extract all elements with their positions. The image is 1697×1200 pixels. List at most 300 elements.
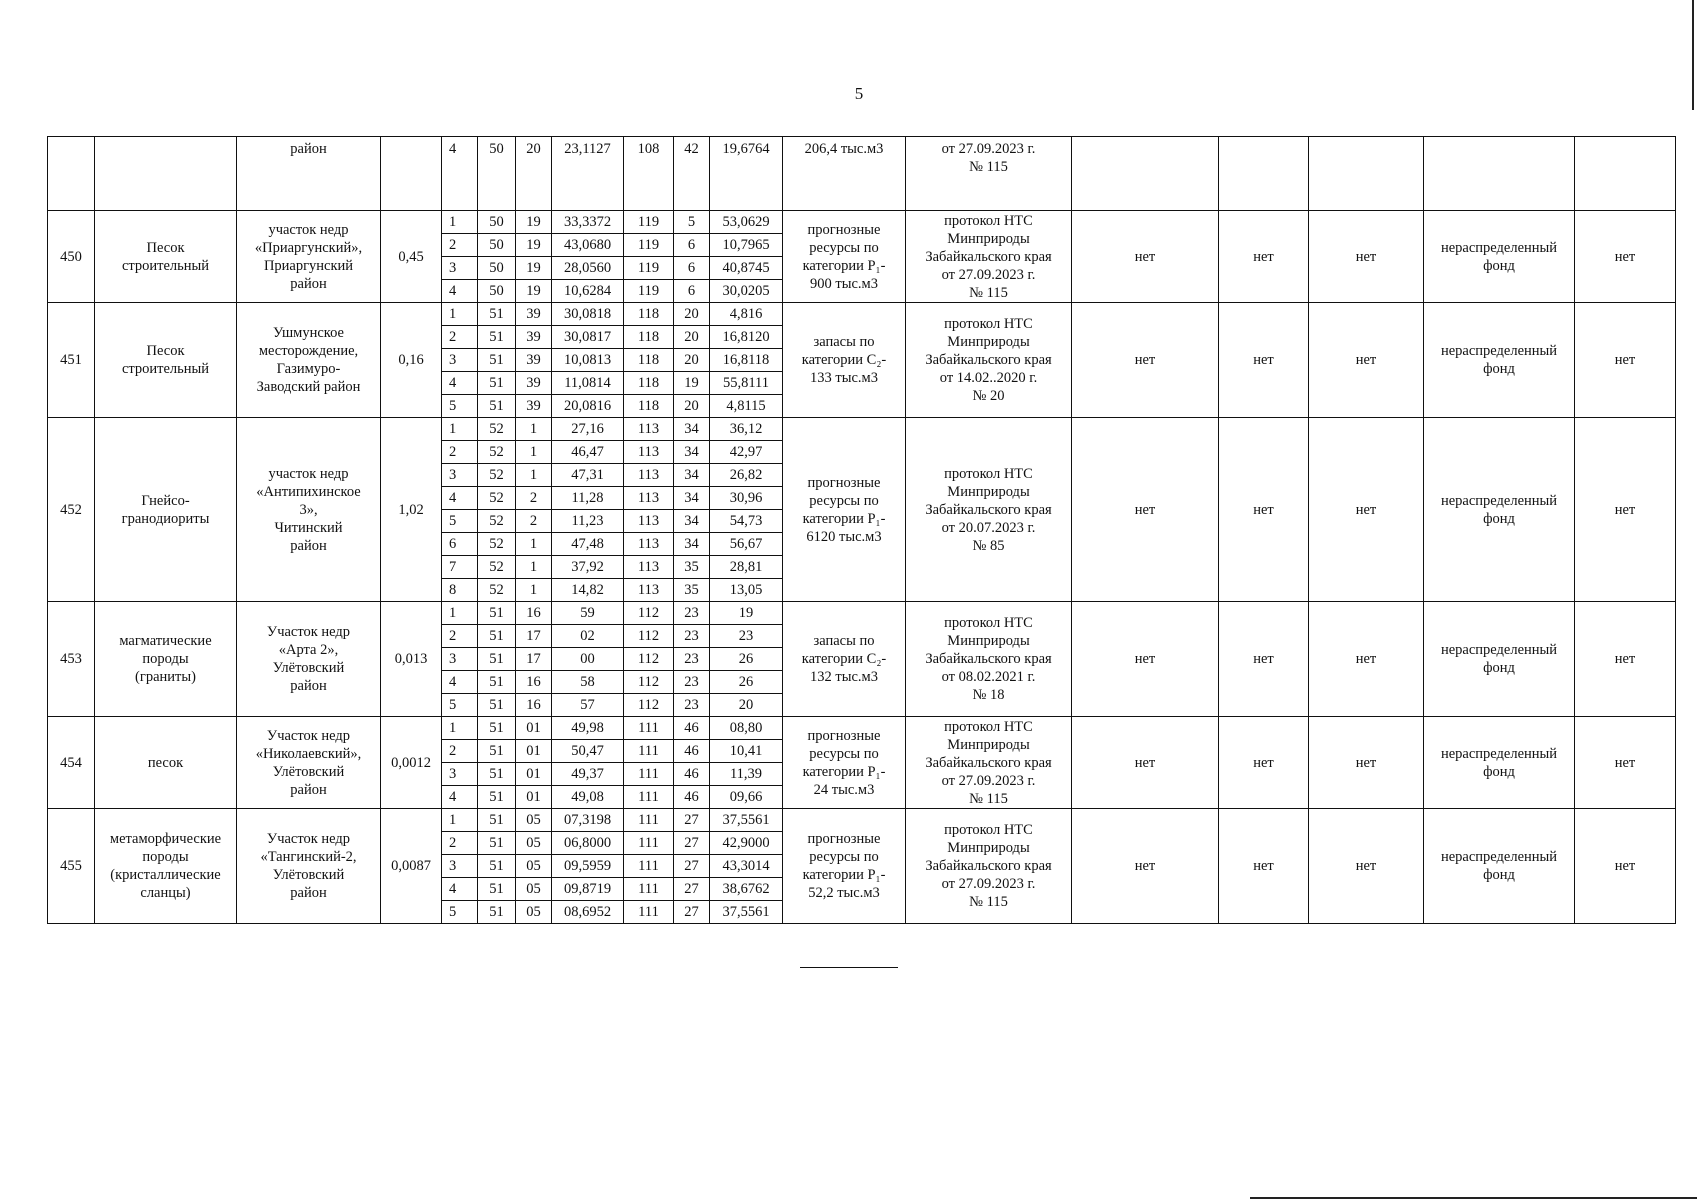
cell-resources: прогнозные ресурсы по категории Р₁- 52,2 тыс.м3 <box>783 809 906 924</box>
cell-col-2: нет <box>1219 809 1309 924</box>
footnote-separator <box>800 967 898 968</box>
cell-location: Участок недр «Тангинский-2, Улётовский район <box>237 809 381 924</box>
cell-lon-deg: 113 <box>624 556 674 579</box>
cell-lon-deg: 118 <box>624 303 674 326</box>
cell-lon-sec: 26,82 <box>710 464 783 487</box>
cell-lat-deg: 50 <box>478 257 516 280</box>
cell-lon-min: 34 <box>674 510 710 533</box>
cell-id: 454 <box>48 717 95 809</box>
cell-lat-min: 01 <box>516 740 552 763</box>
cell-lon-min: 20 <box>674 349 710 372</box>
cell-col-1: нет <box>1072 211 1219 303</box>
cell-lat-sec: 00 <box>552 648 624 671</box>
cell-lat-sec: 08,6952 <box>552 901 624 924</box>
cell-area: 0,16 <box>381 303 442 418</box>
cell-lon-min: 46 <box>674 717 710 740</box>
cell-lat-min: 19 <box>516 257 552 280</box>
cell-lon-deg: 119 <box>624 257 674 280</box>
cell-lon-deg: 113 <box>624 487 674 510</box>
cell-col-3: нет <box>1309 602 1424 717</box>
cell-point-number: 1 <box>442 418 478 441</box>
cell-lon-deg: 113 <box>624 441 674 464</box>
cell-point-number: 4 <box>442 786 478 809</box>
cell-point-number: 2 <box>442 326 478 349</box>
table-row <box>48 717 1676 740</box>
cell-point-number: 3 <box>442 349 478 372</box>
cell-point-number: 4 <box>442 487 478 510</box>
cell-lat-deg: 50 <box>478 211 516 234</box>
cell-location: участок недр «Приаргунский», Приаргунский район <box>237 211 381 303</box>
cell-point-number: 4 <box>442 878 478 901</box>
cell-lat-deg: 52 <box>478 487 516 510</box>
cell-lon-sec: 23 <box>710 625 783 648</box>
cell-protocol: протокол НТС Минприроды Забайкальского края от 20.07.2023 г. № 85 <box>906 418 1072 602</box>
cell-lon-min: 27 <box>674 832 710 855</box>
cell-lat-sec: 20,0816 <box>552 395 624 418</box>
cell-lat-min: 19 <box>516 211 552 234</box>
cell-lat-sec: 30,0818 <box>552 303 624 326</box>
cell-mineral: Песок строительный <box>95 211 237 303</box>
cell-lat-min: 1 <box>516 418 552 441</box>
cell-lat-sec: 06,8000 <box>552 832 624 855</box>
cell-lon-deg: 111 <box>624 786 674 809</box>
cell-lat-min: 1 <box>516 579 552 602</box>
cell-lon-deg: 111 <box>624 740 674 763</box>
cell-lon-deg: 112 <box>624 648 674 671</box>
subsoil-plots-table <box>47 136 1676 924</box>
cell-lat-sec: 47,48 <box>552 533 624 556</box>
cell-lat-deg: 51 <box>478 855 516 878</box>
cell-lat-min: 39 <box>516 303 552 326</box>
cell-lat-min: 16 <box>516 694 552 717</box>
cell-lon-min: 34 <box>674 464 710 487</box>
cell-area: 0,45 <box>381 211 442 303</box>
cell-protocol: от 27.09.2023 г. № 115 <box>906 137 1072 211</box>
cell-col-1: нет <box>1072 418 1219 602</box>
cell-lat-sec: 47,31 <box>552 464 624 487</box>
cell-point-number: 3 <box>442 464 478 487</box>
cell-lat-min: 01 <box>516 717 552 740</box>
cell-lat-sec: 07,3198 <box>552 809 624 832</box>
cell-lon-deg: 111 <box>624 855 674 878</box>
cell-lon-sec: 55,8111 <box>710 372 783 395</box>
cell-id <box>48 137 95 211</box>
cell-area: 0,0087 <box>381 809 442 924</box>
cell-point-number: 3 <box>442 648 478 671</box>
table-row <box>48 809 1676 832</box>
cell-lat-min: 1 <box>516 441 552 464</box>
cell-lat-sec: 59 <box>552 602 624 625</box>
cell-lon-sec: 37,5561 <box>710 901 783 924</box>
cell-lon-deg: 118 <box>624 349 674 372</box>
cell-lat-min: 39 <box>516 395 552 418</box>
cell-protocol: протокол НТС Минприроды Забайкальского края от 14.02..2020 г. № 20 <box>906 303 1072 418</box>
cell-fund: нераспределенный фонд <box>1424 303 1575 418</box>
cell-lat-sec: 14,82 <box>552 579 624 602</box>
cell-lon-min: 20 <box>674 395 710 418</box>
cell-point-number: 8 <box>442 579 478 602</box>
cell-lon-sec: 42,9000 <box>710 832 783 855</box>
cell-lat-deg: 51 <box>478 878 516 901</box>
cell-lat-deg: 50 <box>478 280 516 303</box>
cell-lat-deg: 51 <box>478 326 516 349</box>
cell-point-number: 5 <box>442 395 478 418</box>
cell-lat-sec: 27,16 <box>552 418 624 441</box>
cell-lat-min: 1 <box>516 464 552 487</box>
cell-location: Участок недр «Николаевский», Улётовский район <box>237 717 381 809</box>
cell-lon-deg: 113 <box>624 510 674 533</box>
cell-lat-min: 20 <box>516 137 552 211</box>
cell-col-1: нет <box>1072 602 1219 717</box>
cell-lat-min: 01 <box>516 786 552 809</box>
cell-lat-min: 19 <box>516 234 552 257</box>
cell-lat-min: 16 <box>516 602 552 625</box>
cell-lat-min: 05 <box>516 878 552 901</box>
cell-lat-min: 39 <box>516 349 552 372</box>
cell-lat-sec: 58 <box>552 671 624 694</box>
cell-resources: прогнозные ресурсы по категории Р₁- 900 тыс.м3 <box>783 211 906 303</box>
cell-lon-sec: 38,6762 <box>710 878 783 901</box>
cell-col-2: нет <box>1219 211 1309 303</box>
cell-lat-deg: 52 <box>478 418 516 441</box>
cell-mineral: магматические породы (граниты) <box>95 602 237 717</box>
cell-lon-min: 46 <box>674 786 710 809</box>
cell-lon-sec: 56,67 <box>710 533 783 556</box>
cell-lon-sec: 20 <box>710 694 783 717</box>
cell-location: участок недр «Антипихинское 3», Читинский район <box>237 418 381 602</box>
cell-lat-min: 39 <box>516 326 552 349</box>
cell-lat-deg: 51 <box>478 763 516 786</box>
cell-lon-deg: 113 <box>624 579 674 602</box>
cell-point-number: 3 <box>442 257 478 280</box>
continuation-row <box>48 137 1676 211</box>
cell-lat-sec: 49,37 <box>552 763 624 786</box>
cell-fund <box>1424 137 1575 211</box>
cell-col-3: нет <box>1309 303 1424 418</box>
cell-protocol: протокол НТС Минприроды Забайкальского края от 27.09.2023 г. № 115 <box>906 211 1072 303</box>
cell-lat-deg: 50 <box>478 137 516 211</box>
cell-lat-min: 05 <box>516 901 552 924</box>
table-row <box>48 211 1676 234</box>
cell-point-number: 2 <box>442 625 478 648</box>
cell-lat-deg: 51 <box>478 648 516 671</box>
cell-lat-sec: 23,1127 <box>552 137 624 211</box>
cell-lat-deg: 51 <box>478 349 516 372</box>
cell-point-number: 1 <box>442 717 478 740</box>
cell-lat-deg: 52 <box>478 441 516 464</box>
cell-point-number: 2 <box>442 441 478 464</box>
cell-point-number: 4 <box>442 280 478 303</box>
cell-area: 0,013 <box>381 602 442 717</box>
cell-lon-min: 27 <box>674 809 710 832</box>
cell-lon-min: 46 <box>674 740 710 763</box>
cell-lat-sec: 09,8719 <box>552 878 624 901</box>
cell-id: 452 <box>48 418 95 602</box>
cell-point-number: 2 <box>442 832 478 855</box>
cell-last: нет <box>1575 717 1676 809</box>
cell-col-3 <box>1309 137 1424 211</box>
cell-lat-sec: 09,5959 <box>552 855 624 878</box>
cell-fund: нераспределенный фонд <box>1424 717 1575 809</box>
cell-lon-sec: 16,8118 <box>710 349 783 372</box>
cell-last: нет <box>1575 602 1676 717</box>
cell-mineral: Гнейсо- гранодиориты <box>95 418 237 602</box>
cell-col-3: нет <box>1309 717 1424 809</box>
cell-lat-deg: 51 <box>478 372 516 395</box>
cell-last: нет <box>1575 809 1676 924</box>
cell-lon-sec: 26 <box>710 648 783 671</box>
cell-lat-sec: 11,0814 <box>552 372 624 395</box>
cell-lon-deg: 112 <box>624 602 674 625</box>
cell-lat-sec: 43,0680 <box>552 234 624 257</box>
cell-lon-sec: 09,66 <box>710 786 783 809</box>
cell-lon-deg: 112 <box>624 671 674 694</box>
cell-protocol: протокол НТС Минприроды Забайкальского края от 08.02.2021 г. № 18 <box>906 602 1072 717</box>
cell-lat-deg: 52 <box>478 533 516 556</box>
cell-resources: прогнозные ресурсы по категории Р₁- 6120 тыс.м3 <box>783 418 906 602</box>
cell-lon-deg: 113 <box>624 464 674 487</box>
cell-lat-deg: 50 <box>478 234 516 257</box>
cell-col-1: нет <box>1072 809 1219 924</box>
cell-lat-sec: 10,0813 <box>552 349 624 372</box>
cell-lat-sec: 37,92 <box>552 556 624 579</box>
cell-mineral <box>95 137 237 211</box>
table-row <box>48 418 1676 441</box>
cell-lon-min: 6 <box>674 257 710 280</box>
cell-lon-sec: 42,97 <box>710 441 783 464</box>
cell-lon-deg: 119 <box>624 211 674 234</box>
table-row <box>48 602 1676 625</box>
cell-fund: нераспределенный фонд <box>1424 602 1575 717</box>
cell-lon-deg: 113 <box>624 418 674 441</box>
cell-lat-min: 05 <box>516 809 552 832</box>
cell-lon-sec: 43,3014 <box>710 855 783 878</box>
cell-lon-min: 6 <box>674 280 710 303</box>
cell-lon-deg: 119 <box>624 280 674 303</box>
cell-point-number: 1 <box>442 809 478 832</box>
cell-col-3: нет <box>1309 418 1424 602</box>
cell-lat-deg: 51 <box>478 717 516 740</box>
cell-lat-deg: 51 <box>478 395 516 418</box>
cell-point-number: 4 <box>442 671 478 694</box>
cell-lon-sec: 40,8745 <box>710 257 783 280</box>
cell-lon-min: 20 <box>674 326 710 349</box>
cell-lat-deg: 52 <box>478 510 516 533</box>
cell-area <box>381 137 442 211</box>
cell-lon-sec: 16,8120 <box>710 326 783 349</box>
cell-lat-deg: 51 <box>478 303 516 326</box>
cell-area: 0,0012 <box>381 717 442 809</box>
cell-lon-deg: 111 <box>624 763 674 786</box>
cell-lon-sec: 19,6764 <box>710 137 783 211</box>
cell-lon-min: 35 <box>674 556 710 579</box>
cell-lat-deg: 52 <box>478 579 516 602</box>
cell-last <box>1575 137 1676 211</box>
cell-lat-sec: 30,0817 <box>552 326 624 349</box>
cell-last: нет <box>1575 211 1676 303</box>
cell-resources: прогнозные ресурсы по категории Р₁- 24 тыс.м3 <box>783 717 906 809</box>
cell-location: район <box>237 137 381 211</box>
cell-lon-min: 34 <box>674 441 710 464</box>
cell-lat-deg: 51 <box>478 694 516 717</box>
cell-lon-min: 6 <box>674 234 710 257</box>
cell-lon-deg: 111 <box>624 901 674 924</box>
cell-lon-deg: 111 <box>624 809 674 832</box>
cell-lat-sec: 46,47 <box>552 441 624 464</box>
cell-lon-deg: 111 <box>624 832 674 855</box>
cell-area: 1,02 <box>381 418 442 602</box>
cell-lat-min: 1 <box>516 556 552 579</box>
cell-lon-min: 46 <box>674 763 710 786</box>
cell-lon-deg: 112 <box>624 694 674 717</box>
cell-point-number: 2 <box>442 740 478 763</box>
scan-edge-mark <box>1692 0 1694 110</box>
cell-point-number: 1 <box>442 211 478 234</box>
cell-lon-min: 23 <box>674 625 710 648</box>
cell-resources: запасы по категории С₂- 132 тыс.м3 <box>783 602 906 717</box>
cell-col-1 <box>1072 137 1219 211</box>
cell-point-number: 5 <box>442 510 478 533</box>
cell-lon-deg: 118 <box>624 395 674 418</box>
cell-lon-min: 42 <box>674 137 710 211</box>
cell-lon-sec: 10,41 <box>710 740 783 763</box>
cell-mineral: песок <box>95 717 237 809</box>
cell-protocol: протокол НТС Минприроды Забайкальского края от 27.09.2023 г. № 115 <box>906 809 1072 924</box>
cell-col-3: нет <box>1309 211 1424 303</box>
cell-point-number: 6 <box>442 533 478 556</box>
cell-lat-min: 05 <box>516 832 552 855</box>
cell-lon-min: 27 <box>674 901 710 924</box>
cell-location: Участок недр «Арта 2», Улётовский район <box>237 602 381 717</box>
cell-lat-min: 17 <box>516 625 552 648</box>
cell-lat-min: 1 <box>516 533 552 556</box>
cell-lon-deg: 111 <box>624 878 674 901</box>
cell-fund: нераспределенный фонд <box>1424 809 1575 924</box>
cell-lon-min: 27 <box>674 855 710 878</box>
scan-edge-mark <box>1250 1197 1697 1199</box>
cell-point-number: 2 <box>442 234 478 257</box>
cell-id: 453 <box>48 602 95 717</box>
cell-lon-min: 23 <box>674 648 710 671</box>
cell-lat-sec: 33,3372 <box>552 211 624 234</box>
cell-lon-deg: 118 <box>624 326 674 349</box>
cell-lat-min: 19 <box>516 280 552 303</box>
cell-lon-min: 27 <box>674 878 710 901</box>
cell-lat-deg: 52 <box>478 556 516 579</box>
cell-lat-deg: 51 <box>478 901 516 924</box>
cell-location: Ушмунское месторождение, Газимуро- Заводский район <box>237 303 381 418</box>
cell-lon-min: 5 <box>674 211 710 234</box>
cell-col-2: нет <box>1219 303 1309 418</box>
cell-lat-min: 16 <box>516 671 552 694</box>
cell-lon-deg: 118 <box>624 372 674 395</box>
cell-lon-sec: 4,816 <box>710 303 783 326</box>
cell-lat-min: 01 <box>516 763 552 786</box>
cell-protocol: протокол НТС Минприроды Забайкальского края от 27.09.2023 г. № 115 <box>906 717 1072 809</box>
cell-last: нет <box>1575 303 1676 418</box>
cell-lon-min: 34 <box>674 487 710 510</box>
cell-lon-deg: 111 <box>624 717 674 740</box>
cell-lat-deg: 51 <box>478 832 516 855</box>
cell-point-number: 4 <box>442 137 478 211</box>
cell-lat-deg: 52 <box>478 464 516 487</box>
cell-lon-sec: 54,73 <box>710 510 783 533</box>
cell-lat-sec: 02 <box>552 625 624 648</box>
page-number: 5 <box>854 84 864 103</box>
cell-lat-deg: 51 <box>478 786 516 809</box>
cell-fund: нераспределенный фонд <box>1424 211 1575 303</box>
cell-lat-min: 17 <box>516 648 552 671</box>
cell-id: 450 <box>48 211 95 303</box>
cell-lat-min: 05 <box>516 855 552 878</box>
cell-point-number: 3 <box>442 763 478 786</box>
cell-lon-sec: 13,05 <box>710 579 783 602</box>
cell-point-number: 7 <box>442 556 478 579</box>
cell-col-2: нет <box>1219 602 1309 717</box>
cell-lon-sec: 08,80 <box>710 717 783 740</box>
cell-lon-sec: 19 <box>710 602 783 625</box>
cell-resources: запасы по категории С₂- 133 тыс.м3 <box>783 303 906 418</box>
cell-lon-sec: 28,81 <box>710 556 783 579</box>
cell-lon-sec: 4,8115 <box>710 395 783 418</box>
cell-lon-min: 20 <box>674 303 710 326</box>
cell-mineral: метаморфические породы (кристаллические сланцы) <box>95 809 237 924</box>
cell-lat-deg: 51 <box>478 740 516 763</box>
cell-lon-sec: 30,0205 <box>710 280 783 303</box>
cell-col-3: нет <box>1309 809 1424 924</box>
cell-point-number: 4 <box>442 372 478 395</box>
cell-lon-sec: 37,5561 <box>710 809 783 832</box>
cell-col-1: нет <box>1072 717 1219 809</box>
cell-lat-min: 2 <box>516 510 552 533</box>
cell-lat-deg: 51 <box>478 809 516 832</box>
cell-lat-min: 2 <box>516 487 552 510</box>
cell-mineral: Песок строительный <box>95 303 237 418</box>
cell-id: 455 <box>48 809 95 924</box>
cell-col-2 <box>1219 137 1309 211</box>
cell-lat-deg: 51 <box>478 602 516 625</box>
cell-lat-sec: 49,08 <box>552 786 624 809</box>
cell-lat-deg: 51 <box>478 625 516 648</box>
cell-fund: нераспределенный фонд <box>1424 418 1575 602</box>
cell-lat-sec: 50,47 <box>552 740 624 763</box>
cell-point-number: 5 <box>442 901 478 924</box>
cell-point-number: 1 <box>442 303 478 326</box>
cell-lon-sec: 26 <box>710 671 783 694</box>
cell-lon-sec: 53,0629 <box>710 211 783 234</box>
cell-lon-min: 34 <box>674 418 710 441</box>
cell-lon-min: 23 <box>674 671 710 694</box>
cell-lat-sec: 10,6284 <box>552 280 624 303</box>
cell-point-number: 1 <box>442 602 478 625</box>
cell-lon-min: 19 <box>674 372 710 395</box>
cell-lon-sec: 30,96 <box>710 487 783 510</box>
cell-last: нет <box>1575 418 1676 602</box>
cell-point-number: 5 <box>442 694 478 717</box>
cell-col-1: нет <box>1072 303 1219 418</box>
cell-lon-min: 34 <box>674 533 710 556</box>
cell-resources: 206,4 тыс.м3 <box>783 137 906 211</box>
cell-lat-min: 39 <box>516 372 552 395</box>
cell-lon-deg: 119 <box>624 234 674 257</box>
cell-lat-sec: 49,98 <box>552 717 624 740</box>
cell-point-number: 3 <box>442 855 478 878</box>
cell-lon-sec: 11,39 <box>710 763 783 786</box>
cell-lon-deg: 108 <box>624 137 674 211</box>
cell-lat-sec: 57 <box>552 694 624 717</box>
cell-lat-deg: 51 <box>478 671 516 694</box>
cell-id: 451 <box>48 303 95 418</box>
